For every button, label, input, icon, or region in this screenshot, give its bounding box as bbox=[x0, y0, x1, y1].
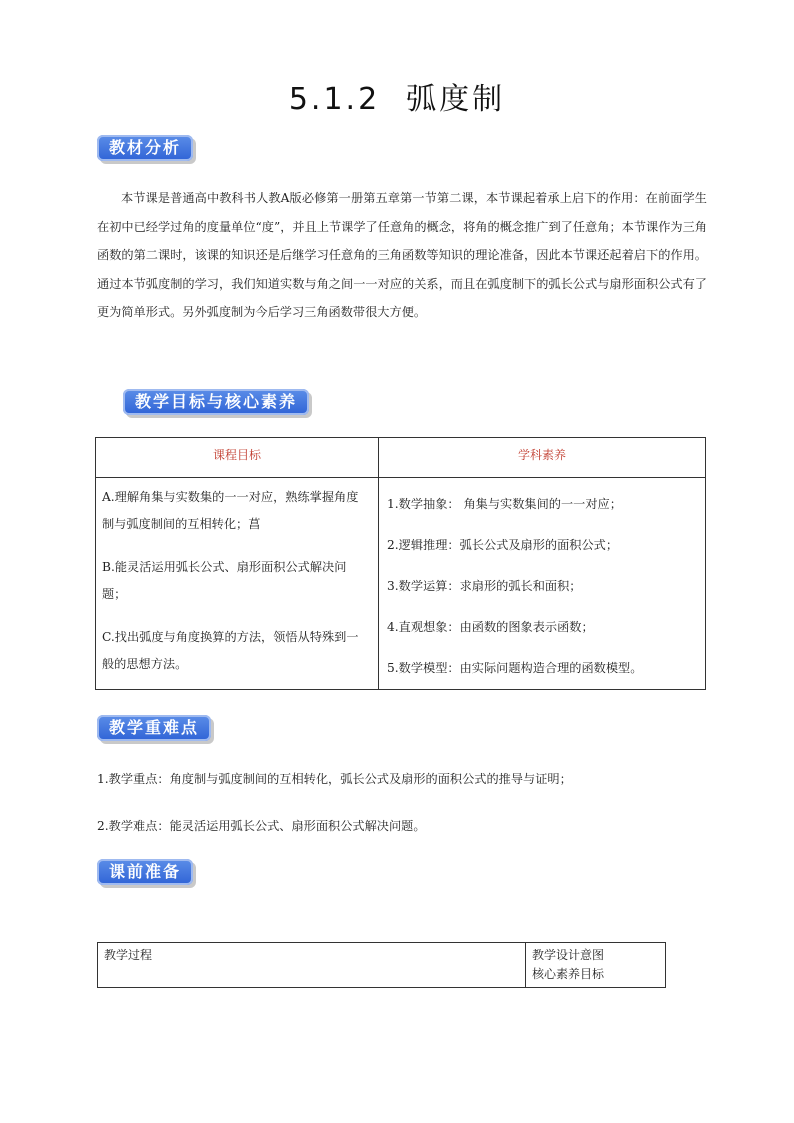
literacy-item: 5.数学模型：由实际问题构造合理的函数模型。 bbox=[387, 661, 643, 675]
literacy-cell bbox=[379, 478, 706, 690]
goals-table-header-row bbox=[96, 438, 706, 478]
goals-table bbox=[95, 437, 706, 690]
header-course-goals: 课程目标 bbox=[96, 438, 379, 478]
process-col-teaching: 教学过程 bbox=[98, 943, 526, 988]
analysis-paragraph: 本节课是普通高中教科书人教A版必修第一册第五章第一节第二课，本节课起着承上启下的作用：在前面学生在初中已经学过角的度量单位“度”，并且上节课学了任意角的概念，将角的概念推广到了任意角；本节课作为三角函数的第二课时，该课的知识还是后继学习任意角的三角函数等知识的理论准备，因此本节课还起着启下的作用。通过本节弧度制的学习，我们知道实数与角之间一一对应的关系，而且在弧度制下的弧长公式与扇形面积公式有了更为简单形式。另外弧度制为今后学习三角函数带很大方便。 bbox=[97, 191, 707, 320]
process-table bbox=[97, 942, 666, 988]
title-text: 弧度制 bbox=[406, 82, 506, 117]
process-col-design bbox=[526, 943, 666, 988]
section-banner-key-points: 教学重难点 bbox=[97, 715, 211, 741]
section-banner-prep: 课前准备 bbox=[97, 859, 193, 885]
title-number: 5.1.2 bbox=[288, 82, 381, 117]
course-goals-cell bbox=[96, 478, 379, 690]
header-subject-literacy: 学科素养 bbox=[379, 438, 706, 478]
literacy-item: 1.数学抽象： 角集与实数集间的一一对应； bbox=[387, 497, 622, 511]
objective-b: B.能灵活运用弧长公式、扇形面积公式解决问题； bbox=[102, 560, 347, 601]
objective-a: A.理解角集与实数集的一一对应，熟练掌握角度制与弧度制间的互相转化；菖 bbox=[102, 490, 359, 531]
literacy-item: 4.直观想象：由函数的图象表示函数； bbox=[387, 620, 594, 634]
objective-c: C.找出弧度与角度换算的方法，领悟从特殊到一般的思想方法。 bbox=[102, 630, 359, 671]
goals-table-body-row bbox=[96, 478, 706, 690]
core-literacy-label: 核心素养目标 bbox=[532, 967, 605, 981]
key-point-difficult: 2.教学难点：能灵活运用弧长公式、扇形面积公式解决问题。 bbox=[97, 819, 426, 833]
section-banner-analysis: 教材分析 bbox=[97, 135, 193, 161]
design-intent-label: 教学设计意图 bbox=[532, 948, 605, 962]
process-table-row bbox=[98, 943, 666, 988]
document-title bbox=[0, 74, 794, 118]
key-point-important: 1.教学重点：角度制与弧度制间的互相转化，弧长公式及扇形的面积公式的推导与证明； bbox=[97, 772, 572, 786]
section-banner-goals: 教学目标与核心素养 bbox=[123, 389, 309, 415]
literacy-item: 2.逻辑推理：弧长公式及扇形的面积公式； bbox=[387, 538, 619, 552]
literacy-item: 3.数学运算：求扇形的弧长和面积； bbox=[387, 579, 582, 593]
